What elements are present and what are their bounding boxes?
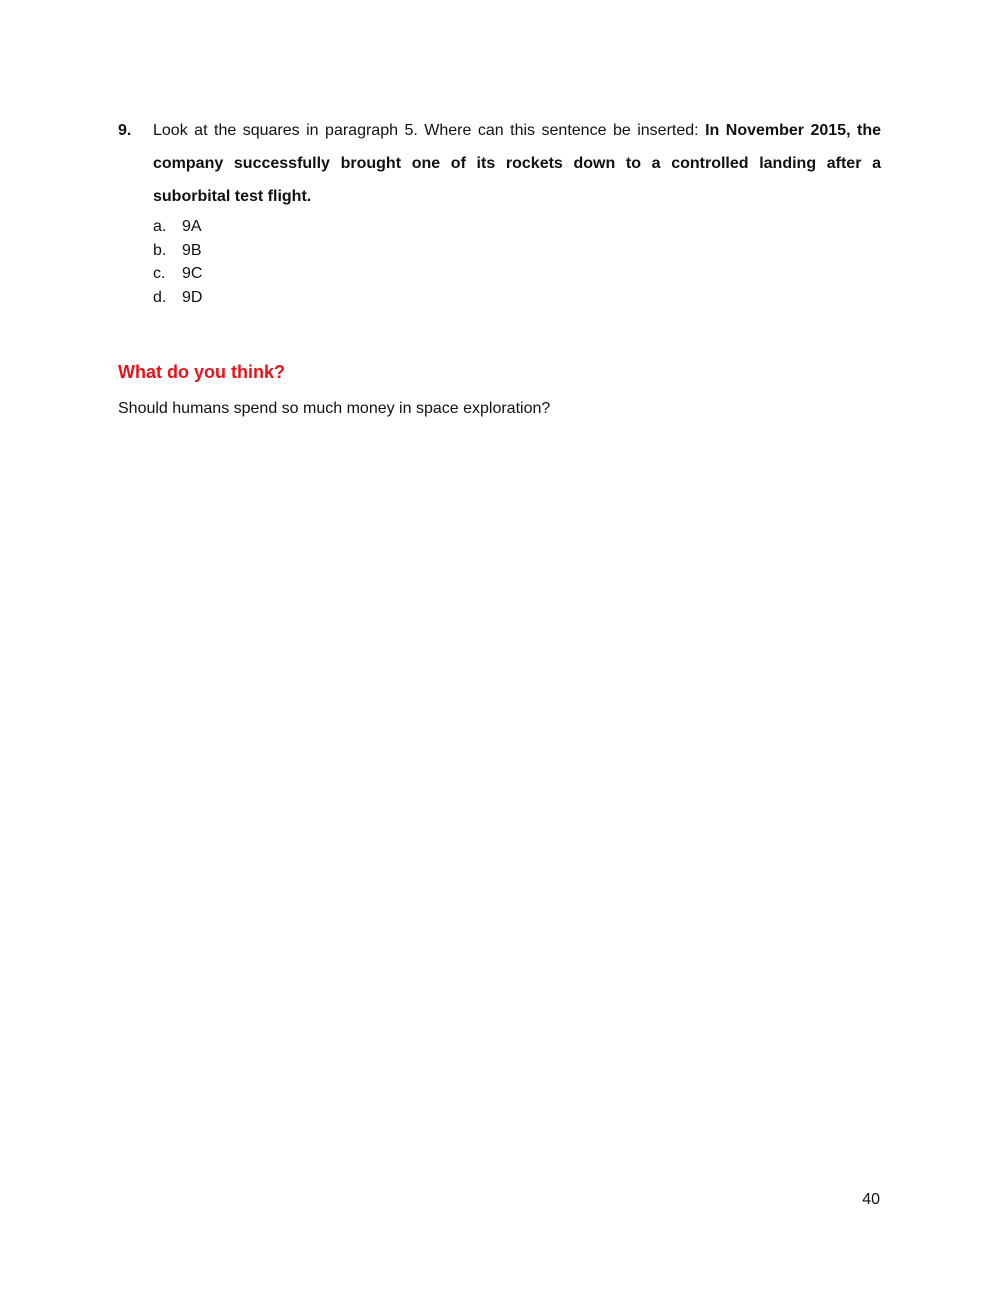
option-label: 9C: [182, 265, 203, 282]
question-sentence-bold: In November 2015, the company successfully brought one of its rockets down to a controlled landing after a suborbital test flight.: [153, 122, 881, 205]
discussion-prompt: Should humans spend so much money in space exploration?: [118, 400, 551, 417]
option-label: 9B: [182, 241, 202, 259]
page-number: 40: [862, 1191, 880, 1208]
option-b[interactable]: [153, 239, 881, 263]
option-a[interactable]: [153, 215, 881, 239]
option-letter: b.: [153, 241, 167, 259]
question-9: [118, 114, 881, 309]
option-letter: c.: [153, 265, 166, 282]
question-text: [153, 114, 881, 213]
option-letter: a.: [153, 218, 167, 235]
question-prompt: Look at the squares in paragraph 5. Where can this sentence be inserted:: [153, 122, 706, 139]
option-letter: d.: [153, 288, 167, 306]
answer-options: [153, 215, 881, 309]
option-label: 9D: [182, 288, 203, 306]
section-heading: What do you think?: [118, 362, 285, 382]
option-d[interactable]: [153, 286, 881, 310]
option-c[interactable]: [153, 262, 881, 286]
option-label: 9A: [182, 218, 202, 235]
question-number: 9.: [118, 122, 132, 139]
